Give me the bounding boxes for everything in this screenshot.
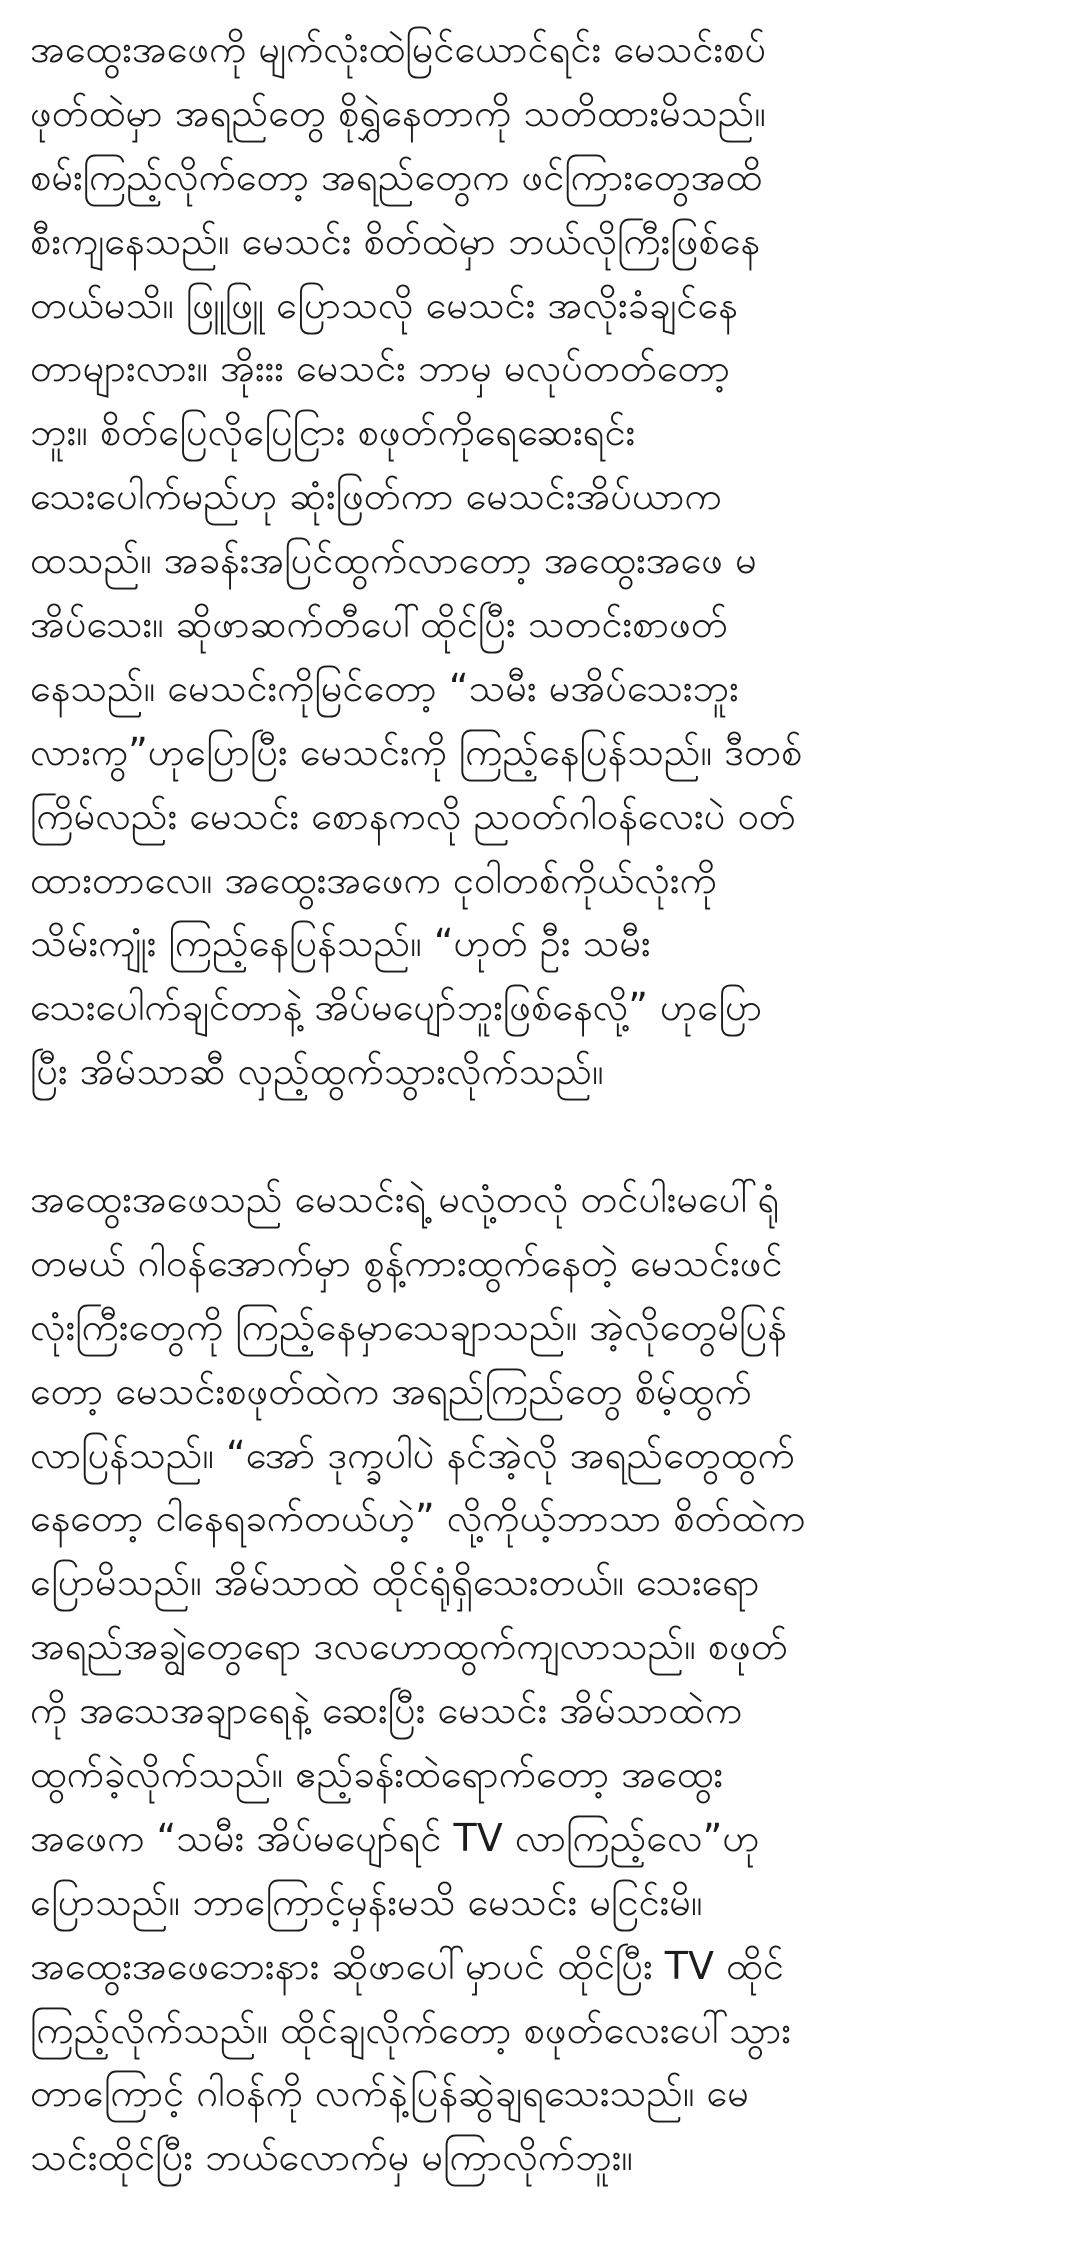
text-line: အရည်အချွဲတွေရော ဒလဟောထွက်ကျလာသည်။ စဖုတ် <box>30 1624 788 1669</box>
text-line: တမယ် ဂါဝန်အောက်မှာ စွန့်ကားထွက်နေတဲ့ မေသင်းဖင် <box>30 1240 783 1285</box>
text-line: ကြိမ်လည်း မေသင်း စောနကလို ညဝတ်ဂါဝန်လေးပဲ ဝတ် <box>30 793 796 838</box>
text-line: လာပြန်သည်။ “အော် ဒုက္ခပါပဲ နင်အဲ့လို အရည်တွေထွက် <box>30 1432 795 1477</box>
text-line: ကို အသေအချာရေနဲ့ ဆေးပြီး မေသင်း အိမ်သာထဲက <box>30 1688 743 1733</box>
text-line: သေးပေါက်ချင်တာနဲ့ အိပ်မပျော်ဘူးဖြစ်နေလို့” ဟုပြော <box>30 985 763 1030</box>
text-line: ဖုတ်ထဲမှာ အရည်တွေ စိုရွှဲနေတာကို သတိထားမိသည်။ <box>30 90 766 135</box>
text-line: ထားတာလေ။ အထွေးအဖေက ငုဝါတစ်ကိုယ်လုံးကို <box>30 857 717 902</box>
text-line: အိပ်သေး။ ဆိုဖာဆက်တီပေါ်ထိုင်ပြီး သတင်းစာဖတ် <box>30 602 728 647</box>
text-line: တာကြောင့် ဂါဝန်ကို လက်နဲ့ပြန်ဆွဲချရသေးသည်။ မေ <box>30 2071 749 2116</box>
paragraph-2 <box>30 1168 1060 2190</box>
text-line: အဖေက “သမီး အိပ်မပျော်ရင် TV လာကြည့်လေ”ဟု <box>30 1815 760 1860</box>
text-line: နေသည်။ မေသင်းကိုမြင်တော့ “သမီး မအိပ်သေးဘူး <box>30 665 739 710</box>
text-line: အထွေးအဖေကို မျက်လုံးထဲမြင်ယောင်ရင်း မေသင်းစပ် <box>30 27 767 71</box>
text-line: စီးကျနေသည်။ မေသင်း စိတ်ထဲမှာ ဘယ်လိုကြီးဖြစ်နေ <box>30 218 761 263</box>
text-line: ထွက်ခဲ့လိုက်သည်။ ဧည့်ခန်းထဲရောက်တော့ အထွေး <box>30 1752 724 1797</box>
text-line: အထွေးအဖေသည် မေသင်းရဲ့ မလုံ့တလုံ တင်ပါးမပေါ်ရုံ <box>30 1177 780 1221</box>
text-line: လုံးကြီးတွေကို ကြည့်နေမှာသေချာသည်။ အဲ့လိုတွေမိပြန် <box>30 1304 787 1349</box>
text-line: သေးပေါက်မည်ဟု ဆုံးဖြတ်ကာ မေသင်းအိပ်ယာက <box>30 474 722 519</box>
text-line: ပြီး အိမ်သာဆီ လှည့်ထွက်သွားလိုက်သည်။ <box>30 1049 604 1094</box>
text-line: အထွေးအဖေဘေးနား ဆိုဖာပေါ်မှာပင် ထိုင်ပြီး TV ထိုင် <box>30 1943 784 1988</box>
text-line: သိမ်းကျုံး ကြည့်နေပြန်သည်။ “ဟုတ် ဦး သမီး <box>30 921 651 966</box>
text-line: ပြောသည်။ ဘာကြောင့်မှန်းမသိ မေသင်း မငြင်းမိ။ <box>30 1879 703 1924</box>
text-line: တာများလား။ အိုးးး မေသင်း ဘာမှ မလုပ်တတ်တော့ <box>30 346 731 391</box>
text-line: ထသည်။ အခန်းအပြင်ထွက်လာတော့ အထွေးအဖေ မ <box>30 538 757 583</box>
text-line: လားကွ”ဟုပြောပြီး မေသင်းကို ကြည့်နေပြန်သည်။ ဒီတစ် <box>30 729 803 774</box>
text-line: နေတော့ ငါနေရခက်တယ်ဟဲ့” လို့ကိုယ့်ဘာသာ စိတ်ထဲက <box>30 1496 806 1541</box>
text-line: စမ်းကြည့်လိုက်တော့ အရည်တွေက ဖင်ကြားတွေအထိ <box>30 154 763 199</box>
text-line: တယ်မသိ။ ဖြူဖြူ ပြောသလို မေသင်း အလိုးခံချင်နေ <box>30 282 738 327</box>
text-line: ဘူး။ စိတ်ပြေလိုပြေငြား စဖုတ်ကိုရေဆေးရင်း <box>30 410 636 455</box>
text-line: သင်းထိုင်ပြီး ဘယ်လောက်မှ မကြာလိုက်ဘူး။ <box>30 2135 633 2180</box>
paragraph-1 <box>30 18 1060 1104</box>
text-line: ပြောမိသည်။ အိမ်သာထဲ ထိုင်ရုံရှိသေးတယ်။ သေးရော <box>30 1560 760 1605</box>
text-line: ကြည့်လိုက်သည်။ ထိုင်ချလိုက်တော့ စဖုတ်လေးပေါ်သွား <box>30 2007 791 2052</box>
text-line: တော့ မေသင်းစဖုတ်ထဲက အရည်ကြည်တွေ စိမ့်ထွက် <box>30 1368 752 1413</box>
